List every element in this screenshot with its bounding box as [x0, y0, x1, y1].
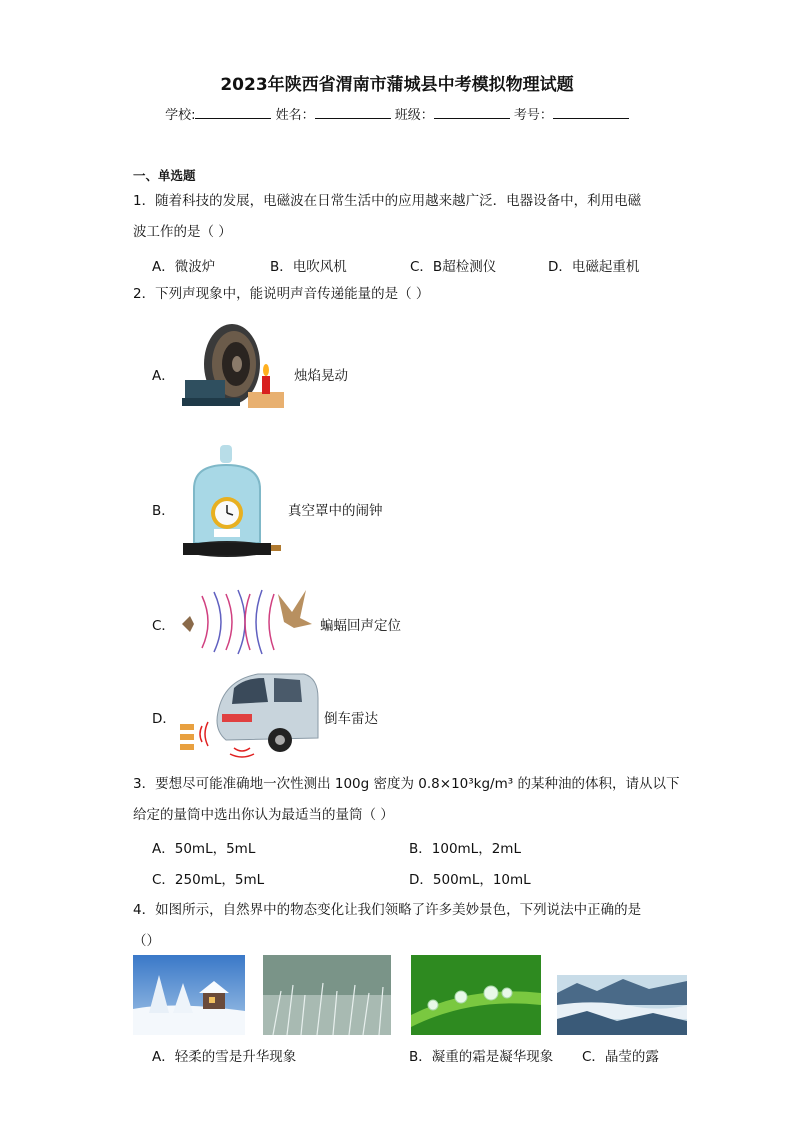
- student-info-line: [0, 104, 794, 123]
- q1-line1: 1．随着科技的发展，电磁波在日常生活中的应用越来越广泛．电器设备中，利用电磁: [133, 193, 642, 209]
- page-title: 2023年陕西省渭南市蒲城县中考模拟物理试题: [220, 75, 574, 95]
- q3-line2: 给定的量筒中选出你认为最适当的量筒（ ）: [133, 807, 394, 823]
- q2-option-b-letter[interactable]: B．: [152, 503, 175, 519]
- q2-option-d-letter[interactable]: D．: [152, 711, 176, 727]
- fog-photo: [557, 975, 687, 1035]
- name-label: 姓名：: [275, 108, 315, 123]
- q4-line1: 4．如图所示，自然界中的物态变化让我们领略了许多美妙景色，下列说法中正确的是: [133, 902, 642, 918]
- dew-photo: [411, 955, 541, 1035]
- q3-option-c[interactable]: C．250mL，5mL: [152, 872, 265, 888]
- class-blank[interactable]: [434, 106, 510, 119]
- q4-line2: （）: [133, 933, 160, 949]
- name-blank[interactable]: [315, 106, 391, 119]
- q3-option-d[interactable]: D．500mL，10mL: [409, 872, 531, 888]
- class-label: 班级：: [394, 108, 434, 123]
- q2-option-c-caption: 蝙蝠回声定位: [320, 618, 401, 634]
- vacuum-bell-jar-image: [180, 443, 286, 571]
- section-heading: 一、单选题: [133, 168, 196, 183]
- snow-photo: [133, 955, 245, 1035]
- q3-option-b[interactable]: B．100mL，2mL: [409, 841, 521, 857]
- q2-option-c-letter[interactable]: C．: [152, 618, 175, 634]
- q1-option-d[interactable]: D．电磁起重机: [548, 259, 640, 275]
- q2-option-a-letter[interactable]: A．: [152, 368, 175, 384]
- q1-option-b[interactable]: B．电吹风机: [270, 259, 347, 275]
- school-blank[interactable]: [195, 106, 271, 119]
- q2-stem: 2．下列声现象中，能说明声音传递能量的是（ ）: [133, 286, 430, 302]
- speaker-candle-image: [180, 320, 290, 412]
- q4-option-b[interactable]: B．凝重的霜是凝华现象: [409, 1049, 554, 1065]
- q1-option-a[interactable]: A．微波炉: [152, 259, 216, 275]
- q4-option-a[interactable]: A．轻柔的雪是升华现象: [152, 1049, 297, 1065]
- school-label: 学校:: [165, 108, 196, 123]
- q2-option-a-caption: 烛焰晃动: [294, 368, 348, 384]
- q2-option-b-caption: 真空罩中的闹钟: [288, 503, 383, 519]
- q4-option-c[interactable]: C．晶莹的露: [582, 1049, 659, 1065]
- q3-line1: 3．要想尽可能准确地一次性测出 100g 密度为 0.8×10³kg/m³ 的某种油的体积，请从以下: [133, 776, 680, 792]
- exam-no-label: 考号：: [513, 108, 553, 123]
- frost-photo: [263, 955, 391, 1035]
- exam-no-blank[interactable]: [553, 106, 629, 119]
- q1-option-c[interactable]: C．B超检测仪: [410, 259, 497, 275]
- bat-echolocation-image: [174, 586, 318, 658]
- q3-option-a[interactable]: A．50mL，5mL: [152, 841, 256, 857]
- reversing-car-image: [174, 668, 320, 760]
- q1-line2: 波工作的是（ ）: [133, 224, 232, 240]
- q2-option-d-caption: 倒车雷达: [324, 711, 378, 727]
